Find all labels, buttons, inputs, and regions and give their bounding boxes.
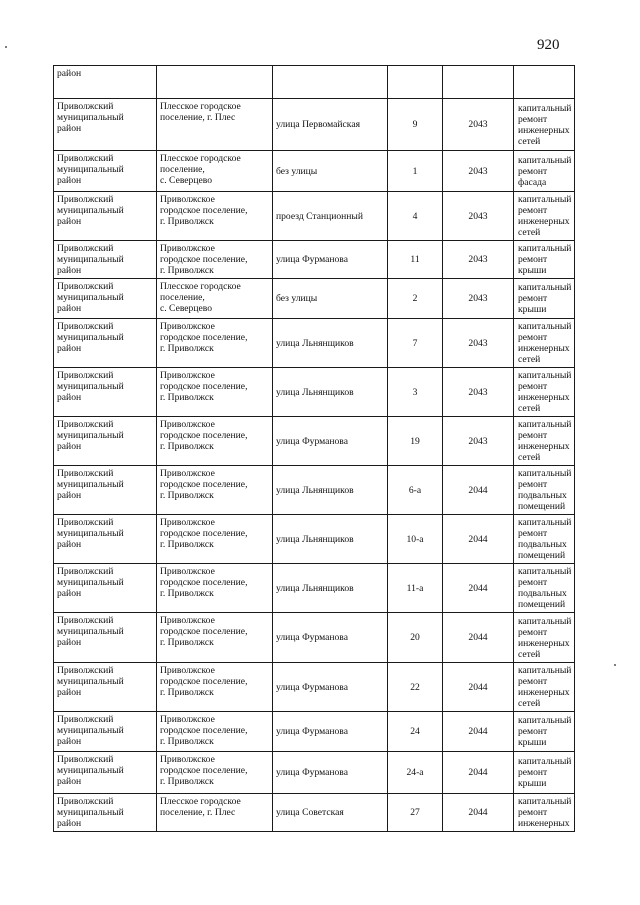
work-text: капитальный ремонт подвальных помещений <box>518 468 572 512</box>
district-text: Приволжский муниципальный район <box>57 615 124 648</box>
settlement-text: Приволжское городское поселение, г. Приволжск <box>160 321 248 354</box>
district-cell <box>54 66 157 99</box>
district-text: Приволжский муниципальный район <box>57 754 124 787</box>
house-text: 1 <box>412 165 418 177</box>
settlement-cell <box>157 564 273 613</box>
house-text: 4 <box>412 210 418 222</box>
work-text: капитальный ремонт фасада <box>518 154 572 188</box>
street-text: улица Фурманова <box>276 254 348 265</box>
year-text: 2044 <box>468 726 488 737</box>
house-text: 19 <box>410 435 420 447</box>
street-cell <box>273 663 388 712</box>
year-text: 2044 <box>468 681 488 693</box>
table-row <box>54 564 575 613</box>
work-cell <box>514 663 575 712</box>
house-text: 24 <box>410 726 420 737</box>
street-cell <box>273 712 388 752</box>
street-text: без улицы <box>276 165 318 177</box>
scan-speck <box>614 664 616 666</box>
year-cell <box>443 712 514 752</box>
house-cell <box>388 663 443 712</box>
house-text: 6-а <box>408 484 422 496</box>
house-cell <box>388 417 443 466</box>
year-cell <box>443 564 514 613</box>
work-text: капитальный ремонт инженерных сетей <box>518 194 572 238</box>
district-text: Приволжский муниципальный район <box>57 194 124 227</box>
settlement-text: Приволжское городское поселение, г. Приволжск <box>160 468 248 501</box>
year-text: 2044 <box>468 767 488 778</box>
street-text: без улицы <box>276 293 318 304</box>
district-text: Приволжский муниципальный район <box>57 566 124 599</box>
work-cell <box>514 319 575 368</box>
settlement-cell <box>157 151 273 192</box>
street-cell <box>273 151 388 192</box>
house-cell <box>388 466 443 515</box>
work-cell <box>514 564 575 613</box>
street-cell <box>273 794 388 832</box>
settlement-cell <box>157 99 273 151</box>
district-text: Приволжский муниципальный район <box>57 101 124 134</box>
house-cell <box>388 241 443 279</box>
settlement-cell <box>157 794 273 832</box>
street-text: улица Первомайская <box>276 119 360 130</box>
district-text: Приволжский муниципальный район <box>57 796 124 829</box>
settlement-cell <box>157 663 273 712</box>
table-row <box>54 151 575 192</box>
street-cell <box>273 613 388 663</box>
table-row <box>54 279 575 319</box>
settlement-cell <box>157 613 273 663</box>
street-text: улица Фурманова <box>276 632 348 643</box>
street-cell <box>273 417 388 466</box>
house-text: 10-а <box>406 533 424 545</box>
work-cell <box>514 417 575 466</box>
street-text: улица Льнянщиков <box>276 484 354 496</box>
district-cell <box>54 712 157 752</box>
year-text: 2044 <box>468 484 488 496</box>
year-cell <box>443 752 514 794</box>
house-text: 27 <box>410 807 420 818</box>
district-cell <box>54 279 157 319</box>
settlement-text: Приволжское городское поселение, г. Приволжск <box>160 243 248 276</box>
page-number: 920 <box>537 37 560 53</box>
street-cell <box>273 241 388 279</box>
district-cell <box>54 151 157 192</box>
work-text: капитальный ремонт крыши <box>518 282 572 315</box>
work-cell <box>514 279 575 319</box>
house-cell <box>388 192 443 241</box>
table-row <box>54 99 575 151</box>
district-cell <box>54 794 157 832</box>
district-text: Приволжский муниципальный район <box>57 321 124 354</box>
year-cell <box>443 368 514 417</box>
work-cell <box>514 99 575 151</box>
district-cell <box>54 466 157 515</box>
settlement-text: Плесское городское поселение, г. Плес <box>160 796 241 818</box>
house-text: 9 <box>412 119 418 130</box>
work-cell <box>514 368 575 417</box>
table-row <box>54 794 575 832</box>
street-cell <box>273 466 388 515</box>
district-cell <box>54 564 157 613</box>
settlement-cell <box>157 192 273 241</box>
settlement-cell <box>157 241 273 279</box>
district-text: Приволжский муниципальный район <box>57 370 124 403</box>
settlement-text: Приволжское городское поселение, г. Приволжск <box>160 370 248 403</box>
street-cell <box>273 192 388 241</box>
street-text: улица Льнянщиков <box>276 337 354 349</box>
table-row <box>54 712 575 752</box>
year-cell <box>443 466 514 515</box>
work-cell <box>514 752 575 794</box>
year-cell <box>443 515 514 564</box>
settlement-text: Приволжское городское поселение, г. Приволжск <box>160 754 248 787</box>
house-cell <box>388 752 443 794</box>
settlement-cell <box>157 66 273 99</box>
year-cell <box>443 99 514 151</box>
settlement-cell <box>157 417 273 466</box>
work-text: капитальный ремонт инженерных <box>518 796 572 829</box>
settlement-cell <box>157 368 273 417</box>
district-cell <box>54 663 157 712</box>
street-text: проезд Станционный <box>276 210 364 222</box>
year-text: 2044 <box>468 533 488 545</box>
year-text: 2043 <box>468 165 488 177</box>
work-cell <box>514 466 575 515</box>
district-cell <box>54 319 157 368</box>
house-text: 3 <box>412 386 418 398</box>
year-cell <box>443 151 514 192</box>
table-row <box>54 613 575 663</box>
work-text: капитальный ремонт подвальных помещений <box>518 566 572 610</box>
settlement-text: Приволжское городское поселение, г. Приволжск <box>160 419 248 452</box>
house-text: 20 <box>410 632 420 643</box>
house-text: 7 <box>412 337 418 349</box>
year-cell <box>443 241 514 279</box>
year-cell <box>443 66 514 99</box>
house-cell <box>388 151 443 192</box>
settlement-text: Приволжское городское поселение, г. Приволжск <box>160 615 248 648</box>
work-text: капитальный ремонт подвальных помещений <box>518 517 572 561</box>
work-cell <box>514 712 575 752</box>
work-cell <box>514 515 575 564</box>
settlement-text: Плесское городское поселение, с. Северцево <box>160 153 241 186</box>
settlement-text: Плесское городское поселение, г. Плес <box>160 101 241 123</box>
house-cell <box>388 99 443 151</box>
street-cell <box>273 279 388 319</box>
year-text: 2043 <box>468 435 488 447</box>
house-cell <box>388 279 443 319</box>
year-cell <box>443 279 514 319</box>
house-text: 24-а <box>406 767 424 778</box>
district-text: район <box>57 68 82 79</box>
continuation-row <box>54 66 575 99</box>
district-text: Приволжский муниципальный район <box>57 665 124 698</box>
year-text: 2043 <box>468 254 488 265</box>
district-text: Приволжский муниципальный район <box>57 714 124 747</box>
settlement-cell <box>157 752 273 794</box>
work-cell <box>514 794 575 832</box>
settlement-cell <box>157 279 273 319</box>
street-text: улица Льнянщиков <box>276 582 354 594</box>
street-text: улица Фурманова <box>276 435 348 447</box>
district-cell <box>54 515 157 564</box>
settlement-cell <box>157 712 273 752</box>
district-cell <box>54 752 157 794</box>
year-cell <box>443 417 514 466</box>
street-text: улица Советская <box>276 807 344 818</box>
table-row <box>54 466 575 515</box>
settlement-cell <box>157 319 273 368</box>
settlement-text: Приволжское городское поселение, г. Приволжск <box>160 517 248 550</box>
work-text: капитальный ремонт инженерных сетей <box>518 665 572 709</box>
year-text: 2043 <box>468 337 488 349</box>
house-cell <box>388 368 443 417</box>
work-cell <box>514 151 575 192</box>
table-row <box>54 417 575 466</box>
street-cell <box>273 319 388 368</box>
settlement-text: Приволжское городское поселение, г. Приволжск <box>160 194 248 227</box>
house-cell <box>388 712 443 752</box>
settlement-cell <box>157 466 273 515</box>
district-cell <box>54 99 157 151</box>
settlement-cell <box>157 515 273 564</box>
district-cell <box>54 241 157 279</box>
table-row <box>54 752 575 794</box>
street-text: улица Фурманова <box>276 767 348 778</box>
street-cell <box>273 515 388 564</box>
year-cell <box>443 192 514 241</box>
table-row <box>54 515 575 564</box>
year-cell <box>443 794 514 832</box>
work-text: капитальный ремонт инженерных сетей <box>518 321 572 365</box>
district-cell <box>54 417 157 466</box>
work-text: капитальный ремонт крыши <box>518 715 572 748</box>
house-cell <box>388 564 443 613</box>
work-cell <box>514 66 575 99</box>
house-cell <box>388 794 443 832</box>
house-cell <box>388 515 443 564</box>
year-cell <box>443 613 514 663</box>
settlement-text: Приволжское городское поселение, г. Приволжск <box>160 665 248 698</box>
house-cell <box>388 613 443 663</box>
work-text: капитальный ремонт крыши <box>518 243 572 276</box>
table-row <box>54 319 575 368</box>
work-text: капитальный ремонт инженерных сетей <box>518 370 572 414</box>
year-text: 2043 <box>468 119 488 130</box>
street-text: улица Фурманова <box>276 726 348 737</box>
street-cell <box>273 99 388 151</box>
year-text: 2044 <box>468 807 488 818</box>
district-text: Приволжский муниципальный район <box>57 281 124 314</box>
work-text: капитальный ремонт инженерных сетей <box>518 419 572 463</box>
district-cell <box>54 613 157 663</box>
house-text: 2 <box>412 293 418 304</box>
street-text: улица Льнянщиков <box>276 386 354 398</box>
house-text: 22 <box>410 681 420 693</box>
year-text: 2044 <box>468 632 488 643</box>
house-cell <box>388 66 443 99</box>
district-text: Приволжский муниципальный район <box>57 517 124 550</box>
table-row <box>54 663 575 712</box>
year-text: 2043 <box>468 386 488 398</box>
house-text: 11-а <box>406 582 424 594</box>
year-cell <box>443 319 514 368</box>
table-body <box>54 66 575 832</box>
settlement-text: Приволжское городское поселение, г. Приволжск <box>160 566 248 599</box>
street-cell <box>273 368 388 417</box>
work-text: капитальный ремонт инженерных сетей <box>518 615 572 660</box>
house-text: 11 <box>410 254 420 265</box>
street-cell <box>273 66 388 99</box>
year-text: 2043 <box>468 293 488 304</box>
settlement-text: Плесское городское поселение, с. Северцево <box>160 281 241 314</box>
work-text: капитальный ремонт инженерных сетей <box>518 102 572 147</box>
district-cell <box>54 368 157 417</box>
year-text: 2044 <box>468 582 488 594</box>
work-cell <box>514 192 575 241</box>
year-cell <box>443 663 514 712</box>
settlement-text: Приволжское городское поселение, г. Приволжск <box>160 714 248 747</box>
scan-speck <box>5 46 7 48</box>
street-cell <box>273 752 388 794</box>
year-text: 2043 <box>468 210 488 222</box>
house-cell <box>388 319 443 368</box>
street-text: улица Фурманова <box>276 681 348 693</box>
table-row <box>54 241 575 279</box>
district-text: Приволжский муниципальный район <box>57 419 124 452</box>
table-row <box>54 368 575 417</box>
work-text: капитальный ремонт крыши <box>518 756 572 789</box>
work-cell <box>514 241 575 279</box>
district-text: Приволжский муниципальный район <box>57 468 124 501</box>
district-cell <box>54 192 157 241</box>
table-row <box>54 192 575 241</box>
street-text: улица Льнянщиков <box>276 533 354 545</box>
district-text: Приволжский муниципальный район <box>57 153 124 186</box>
district-text: Приволжский муниципальный район <box>57 243 124 276</box>
work-cell <box>514 613 575 663</box>
repair-schedule-table <box>53 65 575 832</box>
street-cell <box>273 564 388 613</box>
